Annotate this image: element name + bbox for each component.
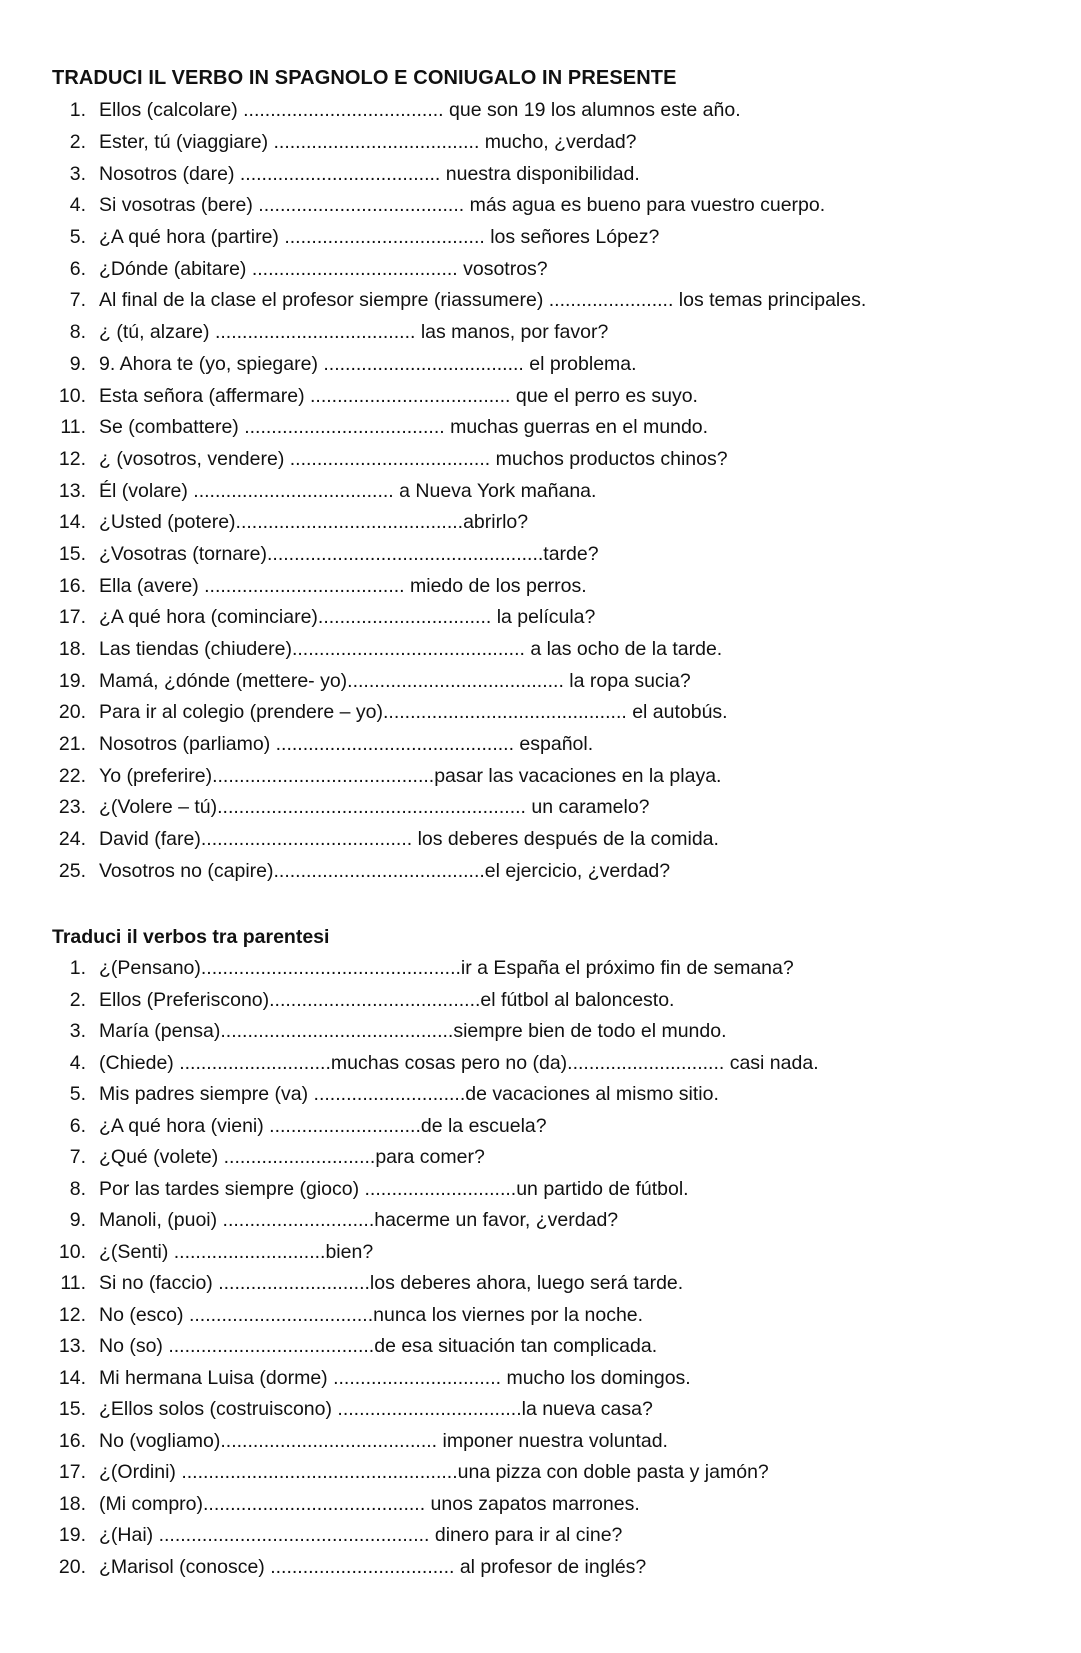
exercise-item bbox=[52, 985, 1072, 1017]
item-text: Por las tardes siempre (gioco) ............................un partido de fútbol. bbox=[99, 1177, 689, 1200]
item-text: Nosotros (parliamo) ............................................ español. bbox=[99, 733, 594, 756]
exercise-item bbox=[52, 665, 1072, 697]
item-number: 11. bbox=[60, 416, 86, 439]
item-text: Al final de la clase el profesor siempre (riassumere) ....................... los temas principales. bbox=[99, 289, 867, 312]
item-text: ¿ (tú, alzare) ..................................... las manos, por favor? bbox=[99, 321, 609, 344]
item-number: 14. bbox=[58, 511, 86, 534]
item-text: Yo (preferire).........................................pasar las vacaciones en la playa. bbox=[99, 764, 722, 787]
item-number: 23. bbox=[58, 796, 86, 819]
item-text: Esta señora (affermare) ..................................... que el perro es suyo. bbox=[99, 384, 698, 407]
exercise-item bbox=[52, 1300, 1072, 1332]
item-text: ¿(Ordini) ...................................................una pizza con doble pasta y jamón? bbox=[99, 1461, 769, 1484]
item-text: ¿A qué hora (vieni) ............................de la escuela? bbox=[99, 1114, 547, 1137]
item-text: ¿A qué hora (cominciare)................................ la película? bbox=[99, 606, 596, 629]
item-text: ¿Dónde (abitare) ...................................... vosotros? bbox=[99, 257, 548, 280]
item-number: 25. bbox=[58, 859, 86, 882]
item-number: 9. bbox=[69, 1209, 86, 1232]
item-text: Él (volare) ..................................... a Nueva York mañana. bbox=[99, 479, 597, 502]
item-number: 6. bbox=[69, 257, 86, 280]
item-number: 13. bbox=[58, 479, 86, 502]
exercise-item bbox=[52, 1111, 1072, 1143]
item-number: 18. bbox=[58, 1492, 86, 1515]
item-number: 7. bbox=[69, 289, 86, 312]
item-number: 18. bbox=[58, 638, 86, 661]
exercise-item bbox=[52, 570, 1072, 602]
item-number: 22. bbox=[58, 764, 86, 787]
item-number: 20. bbox=[58, 1555, 86, 1578]
exercise-item bbox=[52, 190, 1072, 222]
item-text: Para ir al colegio (prendere – yo)............................................. el autobús. bbox=[99, 701, 728, 724]
item-number: 11. bbox=[60, 1272, 86, 1295]
exercise-item bbox=[52, 1426, 1072, 1458]
item-text: Manoli, (puoi) ............................hacerme un favor, ¿verdad? bbox=[99, 1209, 619, 1232]
item-number: 2. bbox=[69, 131, 86, 154]
item-text: No (esco) ..................................nunca los viernes por la noche. bbox=[99, 1303, 644, 1326]
exercise-item bbox=[52, 760, 1072, 792]
exercise-item bbox=[52, 285, 1072, 317]
item-text: Mi hermana Luisa (dorme) ............................... mucho los domingos. bbox=[99, 1366, 691, 1389]
section-1-title: TRADUCI IL VERBO IN SPAGNOLO E CONIUGALO IN PRESENTE bbox=[52, 67, 677, 89]
item-number: 16. bbox=[58, 1429, 86, 1452]
item-text: María (pensa)...........................................siempre bien de todo el mundo. bbox=[99, 1020, 727, 1043]
item-number: 8. bbox=[69, 321, 86, 344]
section-2-title: Traduci il verbos tra parentesi bbox=[52, 926, 330, 948]
item-number: 17. bbox=[58, 606, 86, 629]
exercise-item bbox=[52, 158, 1072, 190]
exercise-item bbox=[52, 349, 1072, 381]
exercise-item bbox=[52, 602, 1072, 634]
item-text: Vosotros no (capire).......................................el ejercicio, ¿verdad? bbox=[99, 859, 671, 882]
item-number: 13. bbox=[58, 1335, 86, 1358]
item-number: 8. bbox=[69, 1177, 86, 1200]
exercise-item bbox=[52, 222, 1072, 254]
item-number: 7. bbox=[69, 1146, 86, 1169]
exercise-item bbox=[52, 1048, 1072, 1080]
item-text: Mamá, ¿dónde (mettere- yo)........................................ la ropa sucia? bbox=[99, 669, 691, 692]
item-number: 10. bbox=[58, 384, 86, 407]
item-number: 5. bbox=[69, 226, 86, 249]
item-text: ¿Vosotras (tornare)...................................................tarde? bbox=[99, 542, 599, 565]
exercise-item bbox=[52, 95, 1072, 127]
item-number: 17. bbox=[58, 1461, 86, 1484]
exercise-item bbox=[52, 1457, 1072, 1489]
item-number: 14. bbox=[58, 1366, 86, 1389]
exercise-item bbox=[52, 1268, 1072, 1300]
item-text: Ella (avere) ..................................... miedo de los perros. bbox=[99, 574, 587, 597]
exercise-item bbox=[52, 1237, 1072, 1269]
item-text: Si no (faccio) ............................los deberes ahora, luego será tarde. bbox=[99, 1272, 684, 1295]
exercise-item bbox=[52, 1016, 1072, 1048]
item-number: 5. bbox=[69, 1083, 86, 1106]
exercise-item bbox=[52, 539, 1072, 571]
exercise-item bbox=[52, 317, 1072, 349]
item-text: No (so) ......................................de esa situación tan complicada. bbox=[99, 1335, 658, 1358]
item-number: 21. bbox=[58, 733, 86, 756]
item-text: Ellos (Preferiscono).......................................el fútbol al baloncesto. bbox=[99, 988, 675, 1011]
item-text: Ellos (calcolare) ..................................... que son 19 los alumnos este año. bbox=[99, 99, 741, 122]
item-number: 24. bbox=[58, 828, 86, 851]
item-text: Mis padres siempre (va) ............................de vacaciones al mismo sitio. bbox=[99, 1083, 719, 1106]
section-1-list bbox=[52, 95, 1072, 887]
exercise-item bbox=[52, 1394, 1072, 1426]
item-number: 10. bbox=[58, 1240, 86, 1263]
item-number: 15. bbox=[58, 542, 86, 565]
item-text: No (vogliamo)........................................ imponer nuestra voluntad. bbox=[99, 1429, 668, 1452]
item-text: ¿(Senti) ............................bien? bbox=[99, 1240, 374, 1263]
item-number: 15. bbox=[58, 1398, 86, 1421]
item-text: Si vosotras (bere) ...................................... más agua es bueno para vuestro cuerpo. bbox=[99, 194, 826, 217]
item-number: 1. bbox=[69, 957, 86, 980]
item-text: ¿(Volere – tú)......................................................... un caramelo? bbox=[99, 796, 650, 819]
item-text: Se (combattere) ..................................... muchas guerras en el mundo. bbox=[99, 416, 709, 439]
exercise-item bbox=[52, 444, 1072, 476]
item-number: 4. bbox=[69, 1051, 86, 1074]
exercise-item bbox=[52, 1489, 1072, 1521]
exercise-item bbox=[52, 380, 1072, 412]
item-number: 20. bbox=[58, 701, 86, 724]
exercise-item bbox=[52, 824, 1072, 856]
item-text: David (fare)....................................... los deberes después de la comida. bbox=[99, 828, 719, 851]
exercise-item bbox=[52, 412, 1072, 444]
exercise-item bbox=[52, 1520, 1072, 1552]
exercise-item bbox=[52, 1363, 1072, 1395]
item-text: ¿Marisol (conosce) .................................. al profesor de inglés? bbox=[99, 1555, 647, 1578]
item-text: Las tiendas (chiudere)........................................... a las ocho de la tarde. bbox=[99, 638, 723, 661]
exercise-item bbox=[52, 1174, 1072, 1206]
item-number: 19. bbox=[58, 1524, 86, 1547]
item-number: 4. bbox=[69, 194, 86, 217]
item-text: ¿(Pensano)................................................ir a España el próximo fin de semana? bbox=[99, 957, 794, 980]
item-number: 1. bbox=[69, 99, 86, 122]
item-text: (Chiede) ............................muchas cosas pero no (da)............................. casi nada. bbox=[99, 1051, 819, 1074]
exercise-item bbox=[52, 507, 1072, 539]
item-number: 19. bbox=[58, 669, 86, 692]
exercise-item bbox=[52, 634, 1072, 666]
item-number: 16. bbox=[58, 574, 86, 597]
item-text: ¿A qué hora (partire) ..................................... los señores López? bbox=[99, 226, 660, 249]
item-number: 12. bbox=[58, 1303, 86, 1326]
exercise-item bbox=[52, 253, 1072, 285]
exercise-item bbox=[52, 953, 1072, 985]
item-text: (Mi compro)......................................... unos zapatos marrones. bbox=[99, 1492, 640, 1515]
exercise-item bbox=[52, 475, 1072, 507]
exercise-item bbox=[52, 1331, 1072, 1363]
item-text: 9. Ahora te (yo, spiegare) ..................................... el problema. bbox=[99, 352, 637, 375]
item-text: ¿Qué (volete) ............................para comer? bbox=[99, 1146, 485, 1169]
item-text: Ester, tú (viaggiare) ...................................... mucho, ¿verdad? bbox=[99, 131, 637, 154]
item-number: 12. bbox=[58, 447, 86, 470]
exercise-item bbox=[52, 1205, 1072, 1237]
item-number: 3. bbox=[69, 1020, 86, 1043]
exercise-item bbox=[52, 697, 1072, 729]
exercise-item bbox=[52, 127, 1072, 159]
item-text: ¿Ellos solos (costruiscono) ..................................la nueva casa? bbox=[99, 1398, 653, 1421]
exercise-item bbox=[52, 729, 1072, 761]
item-number: 9. bbox=[69, 352, 86, 375]
exercise-item bbox=[52, 1552, 1072, 1584]
item-number: 3. bbox=[69, 162, 86, 185]
exercise-item bbox=[52, 1142, 1072, 1174]
exercise-item bbox=[52, 856, 1072, 888]
section-2-list bbox=[52, 953, 1072, 1583]
exercise-item bbox=[52, 792, 1072, 824]
item-number: 2. bbox=[69, 988, 86, 1011]
item-text: ¿ (vosotros, vendere) ..................................... muchos productos chinos? bbox=[99, 447, 728, 470]
item-number: 6. bbox=[69, 1114, 86, 1137]
item-text: ¿(Hai) .................................................. dinero para ir al cine? bbox=[99, 1524, 623, 1547]
exercise-item bbox=[52, 1079, 1072, 1111]
item-text: ¿Usted (potere)..........................................abrirlo? bbox=[99, 511, 529, 534]
item-text: Nosotros (dare) ..................................... nuestra disponibilidad. bbox=[99, 162, 640, 185]
